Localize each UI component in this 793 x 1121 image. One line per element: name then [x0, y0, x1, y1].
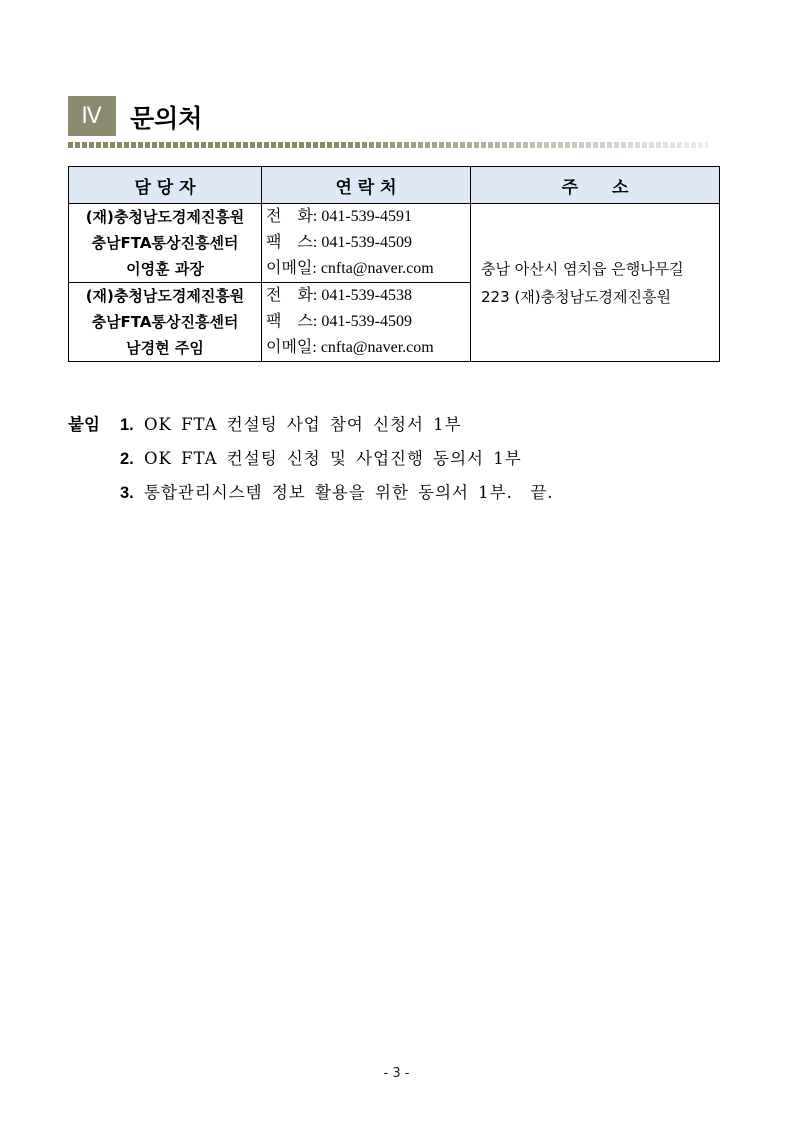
table-header-row [69, 167, 720, 204]
person-org: (재)충청남도경제진흥원 [85, 287, 245, 305]
annex-item-number: 3. [120, 484, 134, 502]
person-cell [69, 204, 262, 283]
header-contact: 연 락 처 [262, 167, 471, 204]
address-line: 223 (재)충청남도경제진흥원 [481, 287, 672, 306]
contact-table [68, 166, 720, 362]
section-title: 문의처 [130, 104, 203, 133]
contact-cell [262, 204, 471, 283]
phone: 전 화: 041-539-4538 [266, 287, 413, 304]
address-line: 충남 아산시 염치읍 은행나무길 [481, 259, 684, 278]
email: 이메일: cnfta@naver.com [266, 260, 434, 277]
annex-item-number: 2. [120, 450, 134, 468]
person-name: 남경현 주임 [126, 339, 204, 357]
person-org: (재)충청남도경제진흥원 [85, 208, 245, 226]
contact-cell [262, 283, 471, 362]
email: 이메일: cnfta@naver.com [266, 339, 434, 356]
section-header [68, 96, 708, 136]
address-cell [471, 204, 720, 362]
fax: 팩 스: 041-539-4509 [266, 313, 413, 330]
page-number: - 3 - [383, 1066, 410, 1081]
fax: 팩 스: 041-539-4509 [266, 234, 413, 251]
annex-item-text: OK FTA 컨설팅 사업 참여 신청서 1부 [144, 415, 462, 434]
annex-item-number: 1. [120, 416, 134, 434]
annex-label: 붙임 [68, 415, 100, 434]
header-address: 주 소 [471, 167, 720, 204]
person-name: 이영훈 과장 [126, 260, 204, 278]
section-number: Ⅳ [68, 96, 116, 136]
person-center: 충남FTA통상진흥센터 [91, 234, 239, 252]
table-row [69, 204, 720, 283]
header-person: 담 당 자 [69, 167, 262, 204]
annex-item-text: 통합관리시스템 정보 활용을 위한 동의서 1부. 끝. [144, 483, 554, 502]
phone: 전 화: 041-539-4591 [266, 208, 413, 225]
annex-item-text: OK FTA 컨설팅 신청 및 사업진행 동의서 1부 [144, 449, 522, 468]
section-divider-fade [68, 142, 708, 148]
person-cell [69, 283, 262, 362]
person-center: 충남FTA통상진흥센터 [91, 313, 239, 331]
